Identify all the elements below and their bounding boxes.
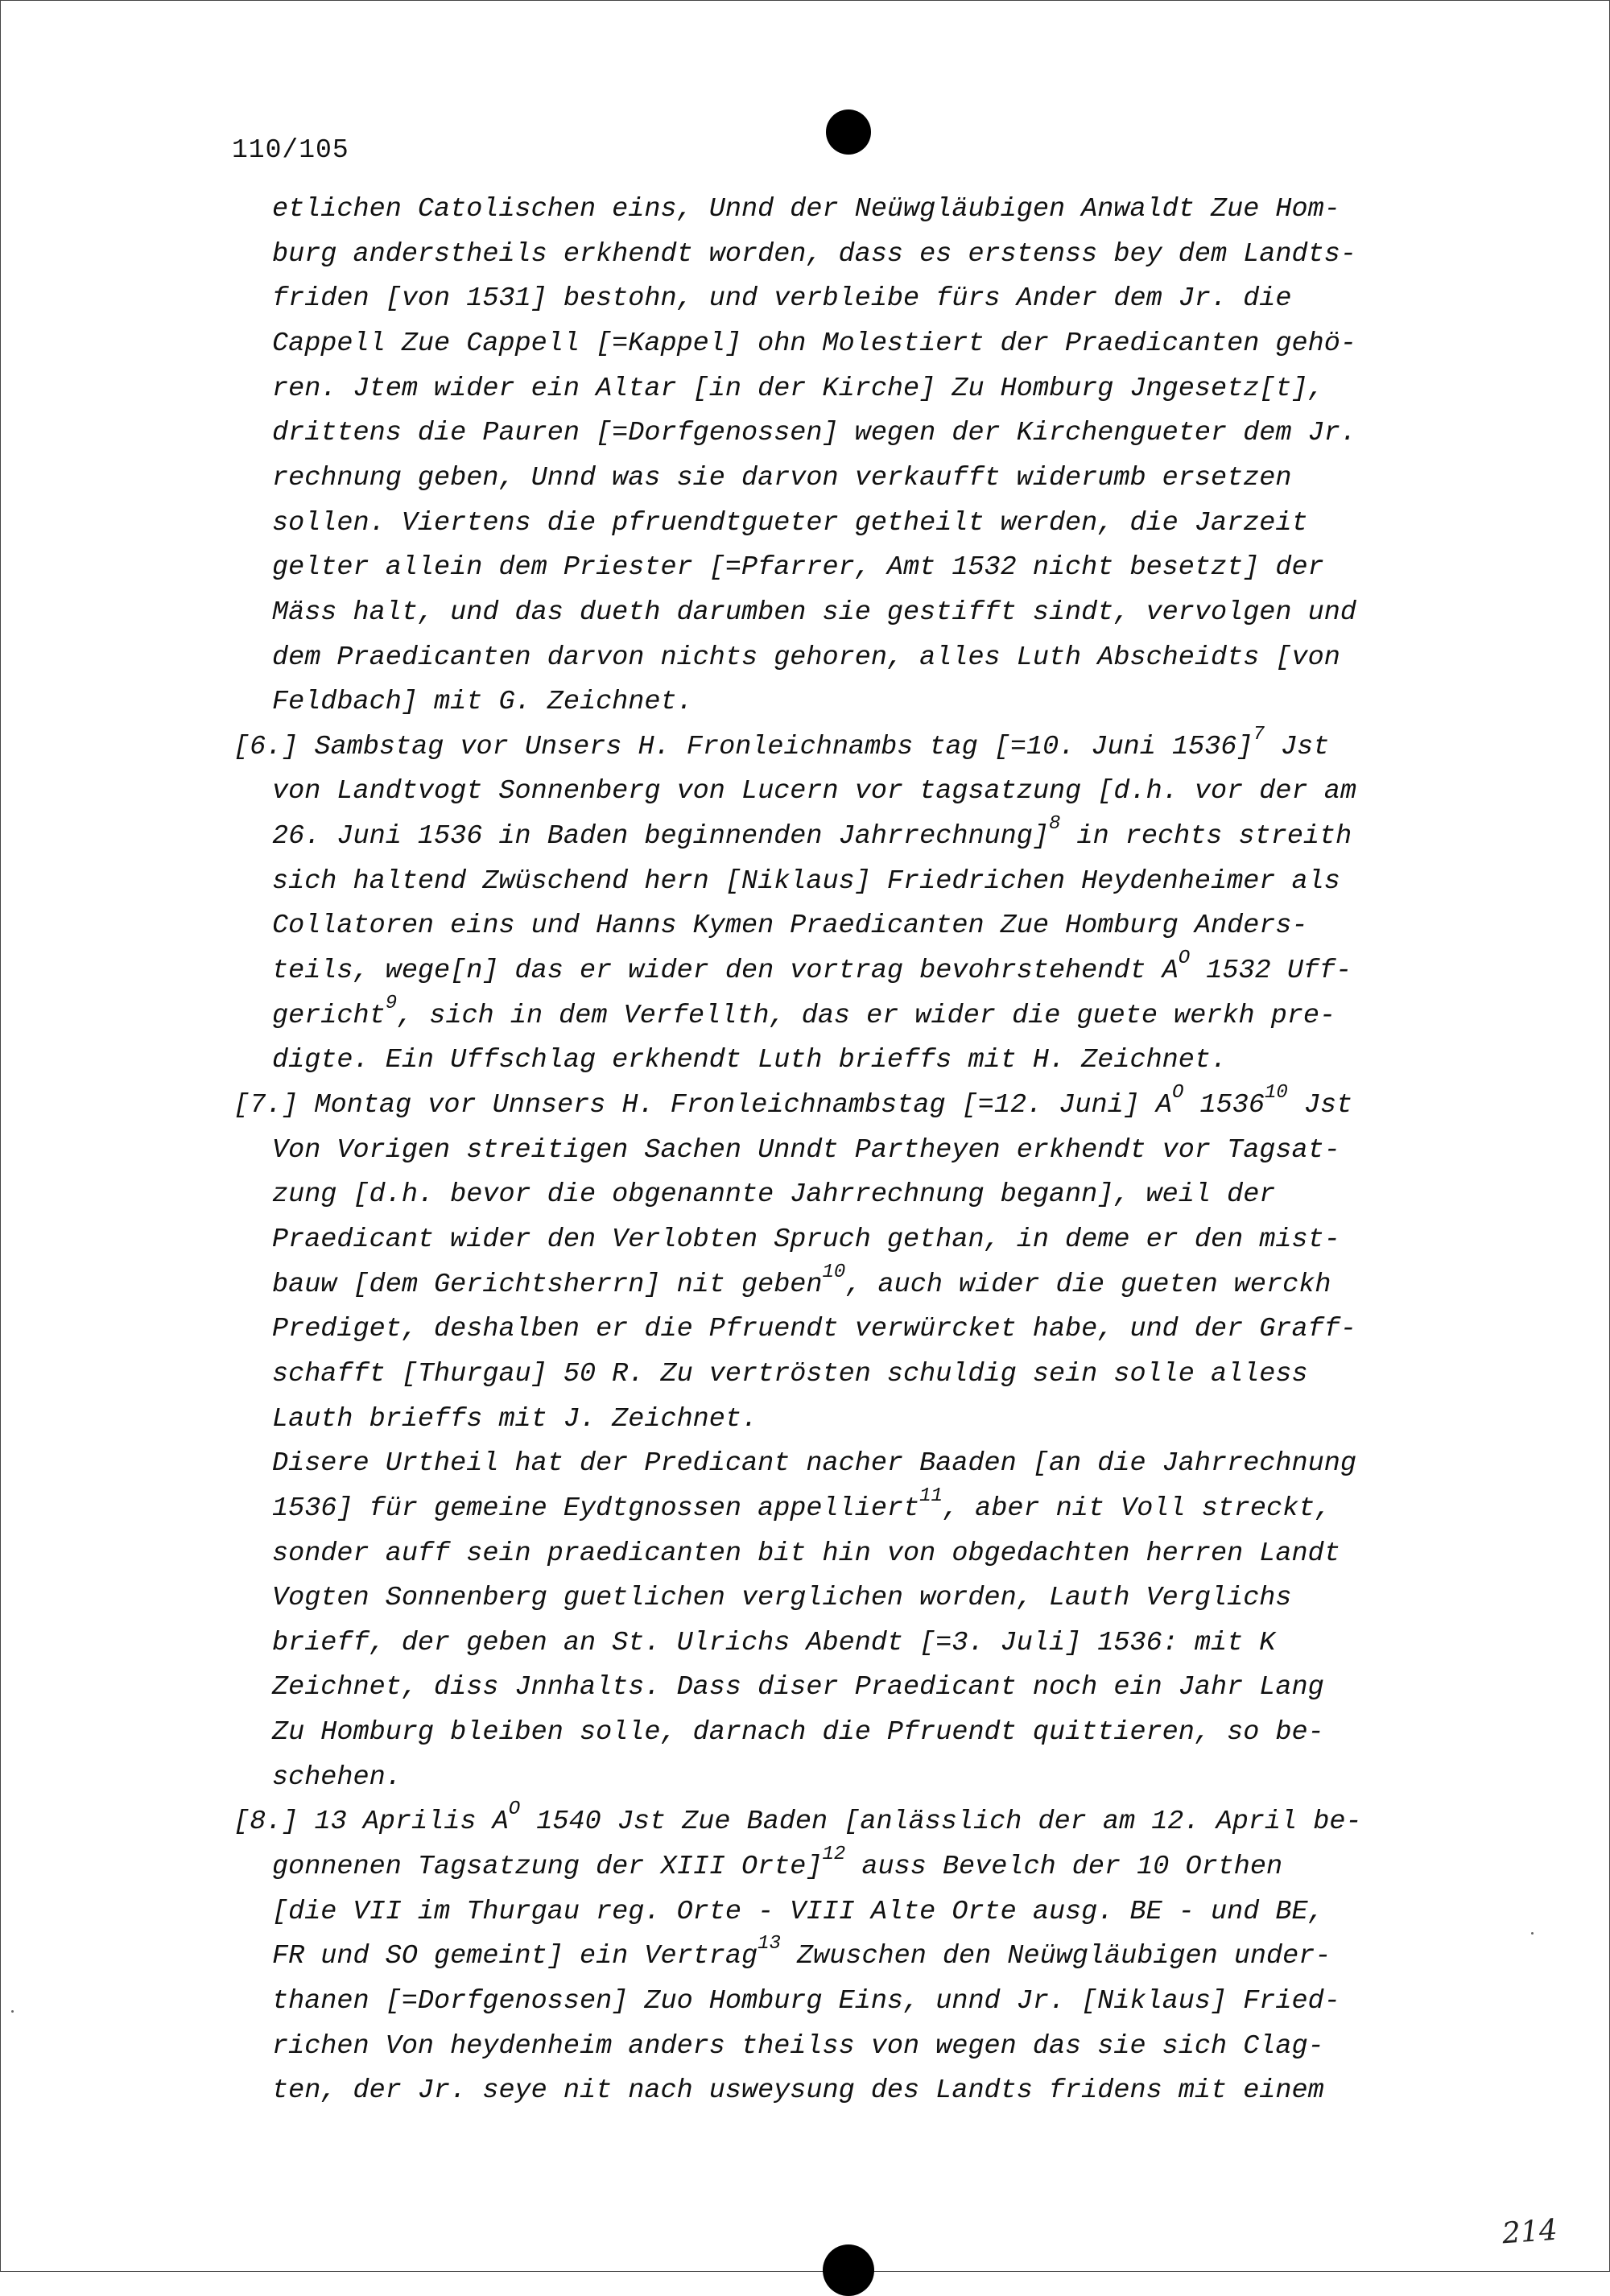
text-segment: Zeichnet, diss Jnnhalts. Dass diser Praedicant noch ein Jahr Lang — [272, 1672, 1324, 1703]
text-line — [272, 1761, 1463, 1794]
text-line — [272, 1985, 1463, 2017]
text-segment: digte. Ein Uffschlag erkhendt Luth brieffs mit H. Zeichnet. — [272, 1045, 1228, 1076]
text-segment: ren. Jtem wider ein Altar [in der Kirche] Zu Homburg Jngesetz[t], — [272, 374, 1324, 404]
text-segment: Praedicant wider den Verlobten Spruch gethan, in deme er den mist- — [272, 1224, 1340, 1255]
text-line — [272, 551, 1463, 584]
text-segment: Jst — [1287, 1090, 1353, 1121]
text-line — [272, 1358, 1463, 1390]
text-segment: sich haltend Zwüschend hern [Niklaus] Friedrichen Heydenheimer als — [272, 866, 1340, 897]
footnote-marker: 12 — [822, 1843, 846, 1865]
footnote-marker: 13 — [758, 1932, 781, 1955]
text-segment: sollen. Viertens die pfruendtgueter getheilt werden, die Jarzeit — [272, 508, 1308, 539]
text-segment: 1532 Uff- — [1190, 956, 1352, 986]
text-line — [272, 1538, 1463, 1570]
text-line — [272, 193, 1463, 225]
text-segment: , aber nit Voll streckt, — [942, 1493, 1331, 1524]
text-segment: bauw [dem Gerichtsherrn] nit geben — [272, 1270, 823, 1300]
text-segment: [die VII im Thurgau reg. Orte - VIII Alte Orte ausg. BE - und BE, — [272, 1897, 1324, 1927]
text-line — [272, 283, 1463, 315]
footnote-marker: 8 — [1048, 812, 1061, 835]
text-segment: burg anderstheils erkhendt worden, dass es erstenss bey dem Landts- — [272, 239, 1356, 270]
text-line — [272, 910, 1463, 942]
text-segment: teils, wege[n] das er wider den vortrag bevohrstehendt A — [272, 956, 1179, 986]
text-segment: sonder auff sein praedicanten bit hin von obgedachten herren Landt — [272, 1538, 1340, 1569]
text-segment: 1536 — [1183, 1090, 1265, 1121]
text-line — [272, 1044, 1463, 1076]
text-segment: gericht — [272, 1001, 386, 1031]
footnote-marker: O — [1178, 947, 1191, 969]
text-segment: 1536] für gemeine Eydtgnossen appelliert — [272, 1493, 920, 1524]
punch-hole-bottom — [823, 2244, 874, 2296]
text-segment: Prediget, deshalben er die Pfruendt verwürcket habe, und der Graff- — [272, 1314, 1356, 1344]
text-line — [272, 417, 1463, 449]
text-line — [272, 597, 1463, 629]
page-number: 110/105 — [232, 135, 349, 165]
punch-hole-top — [826, 109, 871, 155]
text-line — [272, 642, 1463, 674]
text-segment: Mäss halt, und das dueth darumben sie gestifft sindt, vervolgen und — [272, 597, 1356, 628]
text-line — [272, 462, 1463, 494]
text-line — [272, 1843, 1463, 1883]
text-segment: , sich in dem Verfellth, das er wider die guete werkh pre- — [397, 1001, 1336, 1031]
footnote-marker: O — [508, 1798, 521, 1820]
text-segment: ten, der Jr. seye nit nach usweysung des Landts fridens mit einem — [272, 2075, 1324, 2106]
text-line — [233, 723, 1425, 763]
text-segment: Zu Homburg bleiben solle, darnach die Pfruendt quittieren, so be- — [272, 1717, 1324, 1748]
text-segment: friden [von 1531] bestohn, und verbleibe fürs Ander dem Jr. die — [272, 283, 1292, 314]
text-segment: Cappell Zue Cappell [=Kappel] ohn Molestiert der Praedicanten gehö- — [272, 328, 1356, 359]
text-line — [233, 1798, 1425, 1838]
text-line — [272, 2075, 1463, 2107]
scan-speck — [1531, 1932, 1534, 1935]
footnote-marker: 10 — [822, 1261, 846, 1283]
text-line — [272, 775, 1463, 807]
text-line — [233, 1081, 1425, 1121]
text-segment: Collatoren eins und Hanns Kymen Praedicanten Zue Homburg Anders- — [272, 911, 1308, 941]
text-segment: gelter allein dem Priester [=Pfarrer, Amt 1532 nicht besetzt] der — [272, 552, 1324, 583]
text-line — [272, 1224, 1463, 1256]
text-line — [272, 328, 1463, 360]
text-line — [272, 1627, 1463, 1659]
text-segment: , auch wider die gueten werckh — [845, 1270, 1331, 1300]
text-segment: brieff, der geben an St. Ulrichs Abendt [=3. Juli] 1536: mit K — [272, 1628, 1276, 1658]
text-segment: dem Praedicanten darvon nichts gehoren, alles Luth Abscheidts [von — [272, 642, 1340, 673]
scan-speck — [11, 2010, 14, 2013]
text-line — [272, 947, 1463, 987]
footnote-marker: 10 — [1264, 1081, 1288, 1104]
text-line — [272, 992, 1463, 1032]
text-line — [272, 1896, 1463, 1928]
text-line — [272, 1179, 1463, 1211]
footnote-marker: O — [1172, 1081, 1184, 1104]
text-segment: Jst — [1264, 732, 1330, 762]
text-segment: richen Von heydenheim anders theilss von wegen das sie sich Clag- — [272, 2031, 1324, 2062]
footnote-marker: 9 — [385, 992, 398, 1014]
text-line — [272, 238, 1463, 270]
text-line — [272, 1671, 1463, 1703]
text-segment: FR und SO gemeint] ein Vertrag — [272, 1941, 758, 1972]
text-line — [272, 812, 1463, 853]
text-segment: Feldbach] mit G. Zeichnet. — [272, 687, 693, 717]
text-segment: auss Bevelch der 10 Orthen — [845, 1852, 1283, 1882]
text-segment: 26. Juni 1536 in Baden beginnenden Jahrrechnung] — [272, 821, 1049, 852]
text-segment: [6.] Sambstag vor Unsers H. Fronleichnambs tag [=10. Juni 1536] — [233, 732, 1253, 762]
text-segment: etlichen Catolischen eins, Unnd der Neüwgläubigen Anwaldt Zue Hom- — [272, 194, 1340, 225]
text-segment: [8.] 13 Aprilis A — [233, 1807, 509, 1837]
text-segment: Von Vorigen streitigen Sachen Unndt Partheyen erkhendt vor Tagsat- — [272, 1135, 1340, 1166]
text-line — [272, 1261, 1463, 1301]
footnote-marker: 11 — [919, 1485, 943, 1507]
text-segment: drittens die Pauren [=Dorfgenossen] wegen der Kirchengueter dem Jr. — [272, 418, 1356, 448]
text-line — [272, 1313, 1463, 1345]
text-line — [272, 686, 1463, 718]
text-segment: 1540 Jst Zue Baden [anlässlich der am 12. April be- — [520, 1807, 1362, 1837]
footnote-marker: 7 — [1253, 723, 1265, 745]
text-line — [272, 2030, 1463, 2063]
text-segment: Vogten Sonnenberg guetlichen verglichen worden, Lauth Verglichs — [272, 1583, 1292, 1613]
handwritten-folio-number: 214 — [1501, 2213, 1559, 2251]
text-line — [272, 1447, 1463, 1480]
text-line — [272, 1932, 1463, 1972]
text-segment: schehen. — [272, 1762, 402, 1793]
text-line — [272, 1485, 1463, 1525]
text-segment: Lauth brieffs mit J. Zeichnet. — [272, 1404, 758, 1435]
text-segment: gonnenen Tagsatzung der XIII Orte] — [272, 1852, 823, 1882]
text-segment: rechnung geben, Unnd was sie darvon verkaufft widerumb ersetzen — [272, 463, 1292, 493]
text-line — [272, 865, 1463, 898]
text-line — [272, 1134, 1463, 1167]
text-line — [272, 1403, 1463, 1435]
text-segment: thanen [=Dorfgenossen] Zuo Homburg Eins, unnd Jr. [Niklaus] Fried- — [272, 1986, 1340, 2017]
text-segment: [7.] Montag vor Unnsers H. Fronleichnambstag [=12. Juni] A — [233, 1090, 1172, 1121]
text-segment: Disere Urtheil hat der Predicant nacher Baaden [an die Jahrrechnung — [272, 1448, 1356, 1479]
text-segment: Zwuschen den Neüwgläubigen under- — [780, 1941, 1331, 1972]
text-segment: zung [d.h. bevor die obgenannte Jahrrechnung begann], weil der — [272, 1179, 1276, 1210]
text-line — [272, 1716, 1463, 1749]
text-segment: schafft [Thurgau] 50 R. Zu vertrösten schuldig sein solle alless — [272, 1359, 1308, 1390]
text-line — [272, 1582, 1463, 1614]
text-line — [272, 373, 1463, 405]
text-line — [272, 507, 1463, 539]
text-segment: in rechts streith — [1060, 821, 1352, 852]
text-segment: von Landtvogt Sonnenberg von Lucern vor tagsatzung [d.h. vor der am — [272, 776, 1356, 807]
